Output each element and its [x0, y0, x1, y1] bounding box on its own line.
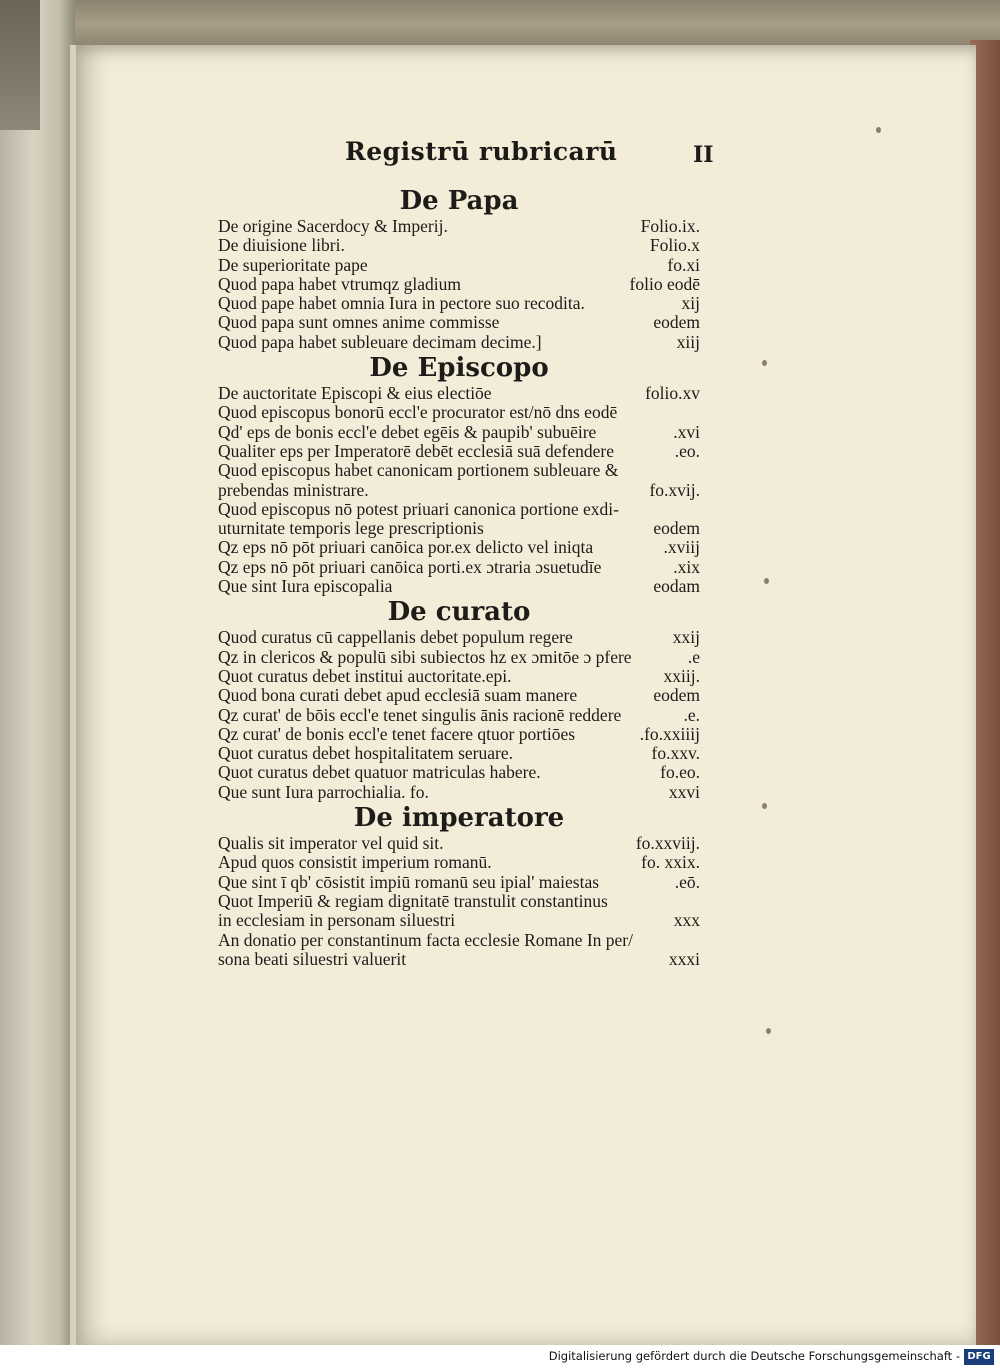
entry-folio-ref: xxxi [668, 948, 700, 969]
entry-text: Qz eps nō pōt priuari canōica porti.ex ɔtraria ɔsuetudīe [218, 557, 602, 577]
entry-folio-ref: fo.eo. [660, 762, 700, 783]
entry-folio-ref: xxij [672, 627, 700, 648]
entry-text: uturnitate temporis lege prescriptionis [218, 519, 484, 539]
rubric-register [218, 185, 700, 969]
register-entry [218, 706, 700, 725]
entry-folio-ref: eodem [653, 312, 700, 333]
register-entry [218, 384, 700, 403]
register-entry [218, 275, 700, 294]
register-entry [218, 911, 700, 930]
entry-text: Quod curatus cū cappellanis debet populum regere [218, 628, 573, 648]
register-entry [218, 667, 700, 686]
entry-folio-ref: .eo. [674, 440, 700, 461]
register-entry [218, 538, 700, 557]
entry-text: Quot curatus debet hospitalitatem seruare. [218, 744, 513, 764]
entry-text: An donatio per constantinum facta ecclesie Romane In per/ [218, 930, 633, 950]
entry-text: Quod papa habet vtrumqz gladium [218, 274, 461, 294]
section-heading: De Papa [399, 186, 519, 216]
entry-folio-ref: fo. xxix. [641, 852, 700, 873]
entry-text: Qz curat' de bonis eccl'e tenet facere qtuor portiōes [218, 724, 576, 744]
entry-folio-ref: .e [687, 646, 700, 667]
register-entry [218, 461, 700, 480]
entry-folio-ref: eodem [653, 685, 700, 706]
register-entry [218, 763, 700, 782]
entry-text: Quot curatus debet institui auctoritate.epi. [218, 666, 512, 686]
entry-text: Quod episcopus nō potest priuari canonica portione exdi- [218, 499, 619, 519]
register-entry [218, 783, 700, 802]
entry-folio-ref: xxiij. [663, 665, 700, 686]
entry-text: Qz in clericos & populū sibi subiectos hz ex ɔmitōe ɔ pfere [218, 647, 632, 667]
register-entry [218, 256, 700, 275]
entry-folio-ref: folio eodē [629, 273, 700, 294]
register-entry [218, 648, 700, 667]
entry-text: De auctoritate Episcopi & eius electiōe [218, 384, 492, 404]
entry-text: Qd' eps de bonis eccl'e debet egēis & paupib' subuēire [218, 422, 597, 442]
register-entry [218, 403, 700, 422]
entry-text: sona beati siluestri valuerit [218, 949, 407, 969]
entry-folio-ref: .e. [683, 704, 700, 725]
entry-text: Quod papa sunt omnes anime commisse [218, 313, 500, 333]
entry-folio-ref: eodam [653, 576, 700, 597]
section-heading: De Episcopo [369, 353, 549, 384]
register-entry [218, 950, 700, 969]
left-shadow [0, 0, 40, 130]
register-entry [218, 519, 700, 538]
register-entry [218, 892, 700, 911]
register-entry [218, 423, 700, 442]
entry-folio-ref: Folio.ix. [640, 216, 700, 236]
register-entry [218, 577, 700, 596]
entry-text: Qualis sit imperator vel quid sit. [218, 834, 444, 854]
left-page [0, 0, 75, 1345]
entry-text: Quod episcopus habet canonicam portionem subleuare & [218, 461, 619, 481]
footer-bar [0, 1345, 1000, 1369]
register-entry [218, 442, 700, 461]
entry-text: in ecclesiam in personam siluestri [218, 911, 456, 931]
entry-folio-ref: .fo.xxiiij [639, 723, 700, 744]
folio-number: II [693, 142, 714, 168]
entry-text: Quot curatus debet quatuor matriculas habere. [218, 763, 541, 783]
entry-text: Que sint Iura episcopalia [218, 577, 393, 597]
paper-speck [766, 1028, 771, 1034]
register-entry [218, 333, 700, 352]
entry-folio-ref: folio.xv [645, 383, 700, 404]
entry-text: De superioritate pape [218, 255, 368, 275]
register-entry [218, 725, 700, 744]
paper-speck [762, 360, 767, 366]
entry-text: De diuisione libri. [218, 236, 345, 256]
section-heading: De curato [387, 597, 531, 628]
entry-text: Qualiter eps per Imperatorē debēt ecclesiā suā defendere [218, 441, 614, 461]
register-entry [218, 236, 700, 255]
running-head: Registrū rubricarū [345, 137, 618, 166]
paper-speck [764, 578, 769, 584]
register-entry [218, 853, 700, 872]
entry-text: Apud quos consistit imperium romanū. [218, 853, 492, 873]
register-entry [218, 481, 700, 500]
register-entry [218, 873, 700, 892]
register-entry [218, 834, 700, 853]
entry-text: Que sint ī qb' cōsistit impiū romanū seu ipial' maiestas [218, 872, 600, 892]
entry-text: Quod pape habet omnia Iura in pectore suo recodita. [218, 294, 585, 314]
entry-folio-ref: .eō. [674, 871, 700, 892]
entry-folio-ref: fo.xxv. [651, 743, 700, 764]
entry-folio-ref: .xix [673, 556, 700, 577]
register-entry [218, 558, 700, 577]
register-entry [218, 744, 700, 763]
entry-folio-ref: .xviij [663, 537, 700, 558]
entry-folio-ref: fo.xi [667, 254, 700, 275]
digitization-credit: Digitalisierung gefördert durch die Deutsche Forschungsgemeinschaft - [548, 1349, 960, 1363]
register-entry [218, 686, 700, 705]
register-entry [218, 500, 700, 519]
entry-folio-ref: Folio.x [649, 235, 700, 256]
section-heading: De imperatore [353, 803, 565, 834]
dfg-logo: DFG [964, 1349, 994, 1365]
entry-folio-ref: xxvi [668, 781, 700, 802]
entry-folio-ref: xij [681, 293, 700, 314]
entry-text: De origine Sacerdocy & Imperij. [218, 217, 448, 236]
register-entry [218, 628, 700, 647]
entry-folio-ref: .xvi [673, 421, 700, 442]
register-entry [218, 313, 700, 332]
entry-folio-ref: xiij [676, 331, 700, 352]
paper-speck [876, 127, 881, 133]
register-entry [218, 931, 700, 950]
entry-text: Qz curat' de bōis eccl'e tenet singulis ānis racionē reddere [218, 705, 622, 725]
entry-folio-ref: fo.xvij. [649, 479, 700, 500]
entry-text: Quod papa habet subleuare decimam decime.] [218, 332, 542, 352]
entry-folio-ref: eodem [653, 518, 700, 539]
entry-text: Que sunt Iura parrochialia. fo. [218, 782, 429, 802]
register-entry [218, 294, 700, 313]
entry-folio-ref: fo.xxviij. [635, 833, 700, 854]
entry-text: Quot Imperiū & regiam dignitatē transtulit constantinus [218, 891, 608, 911]
paper-speck [762, 803, 767, 809]
entry-text: Qz eps nō pōt priuari canōica por.ex delicto vel iniqta [218, 538, 594, 558]
entry-text: Quod episcopus bonorū eccl'e procurator est/nō dns eodē [218, 403, 618, 423]
entry-folio-ref: xxx [673, 910, 700, 931]
entry-text: Quod bona curati debet apud ecclesiā suam manere [218, 686, 578, 706]
register-entry [218, 217, 700, 236]
entry-text: prebendas ministrare. [218, 480, 369, 500]
